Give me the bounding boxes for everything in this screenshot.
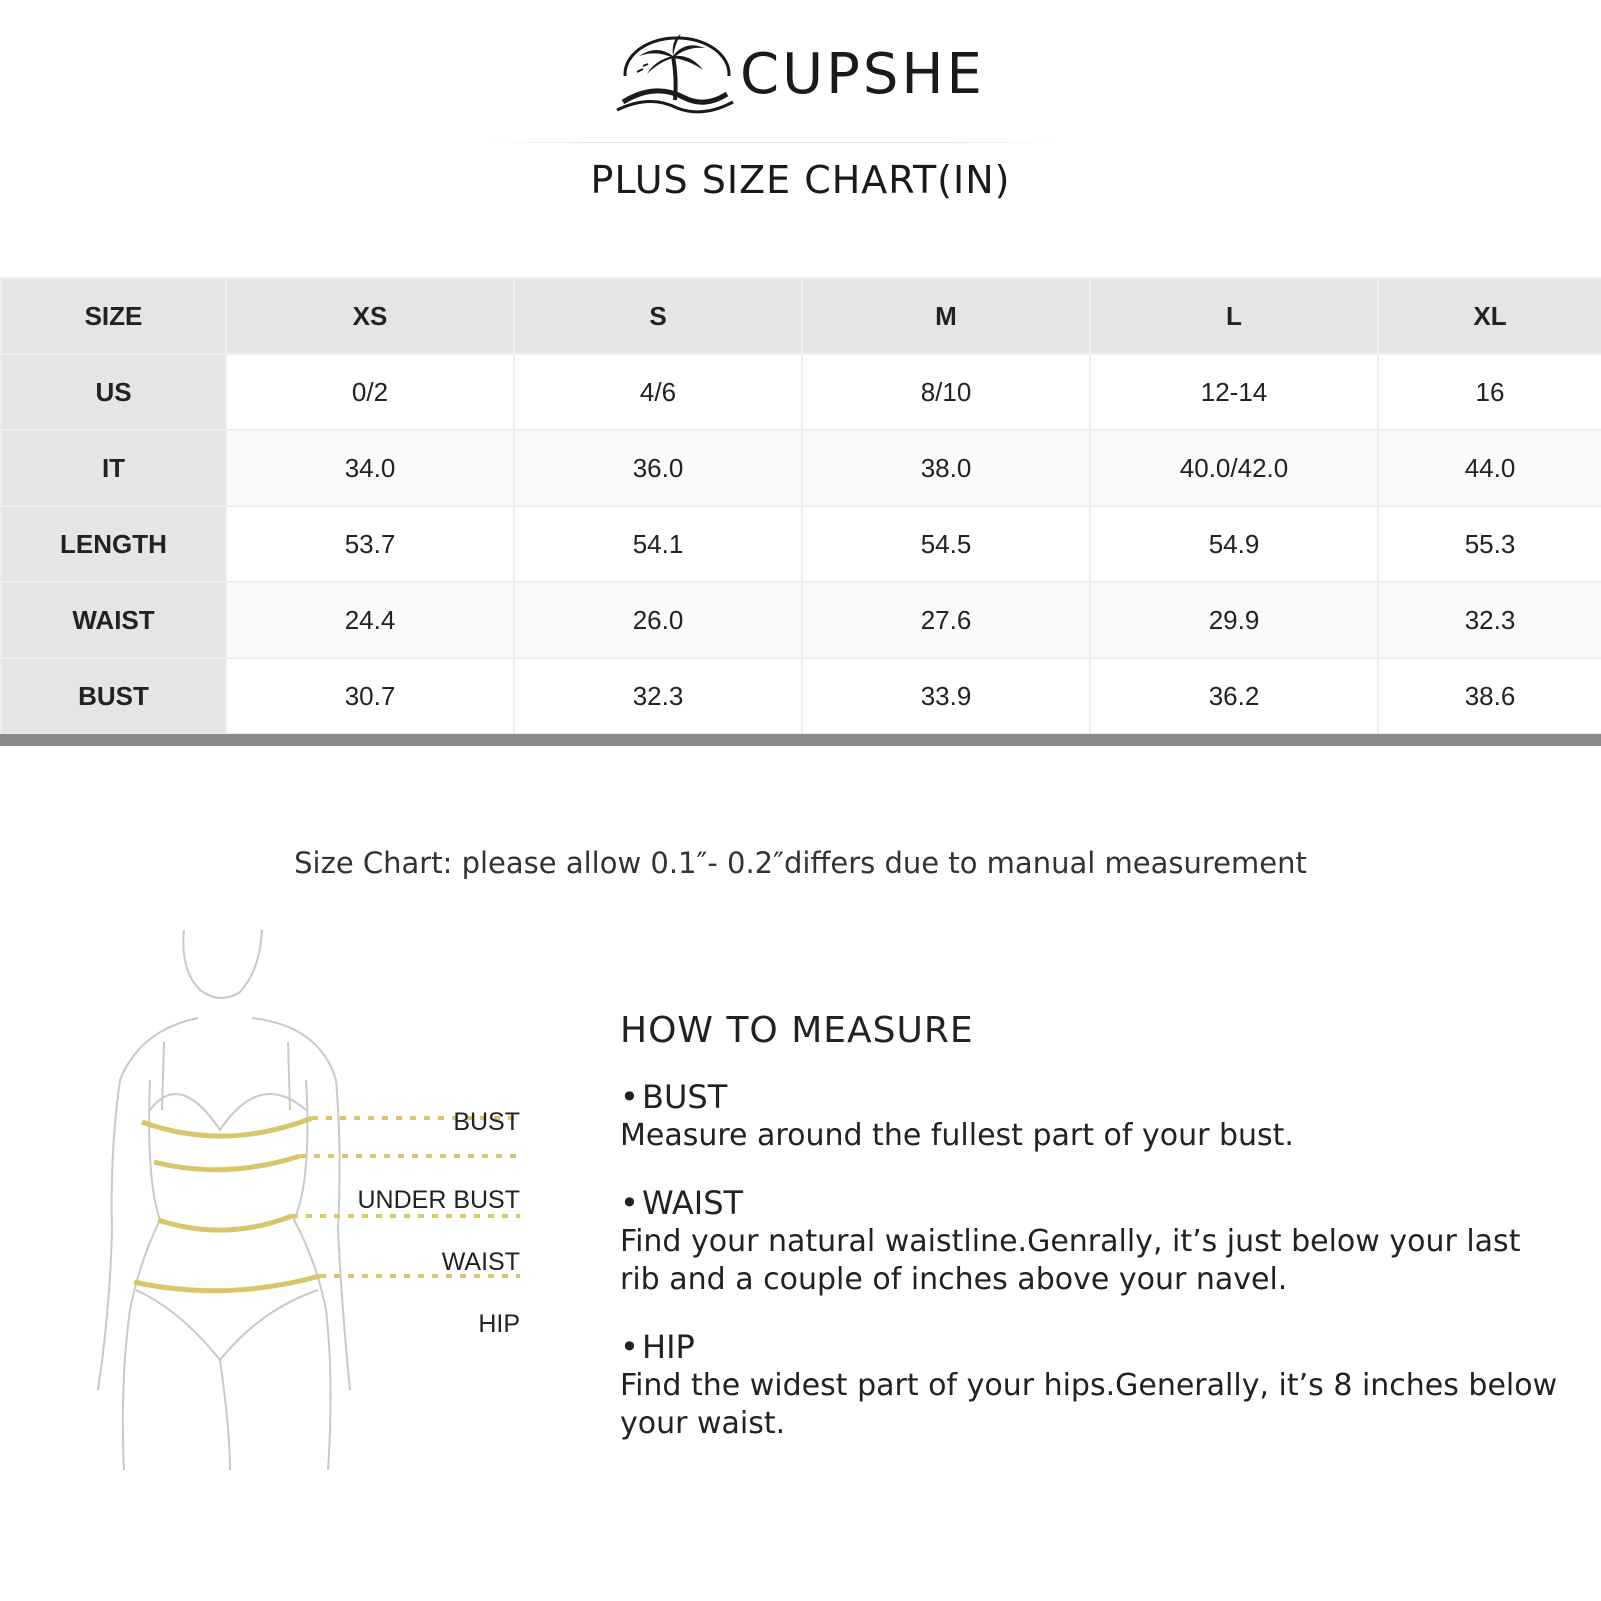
table-row: [1, 506, 1601, 582]
howto-item-name: BUST: [642, 1078, 728, 1116]
table-row: [1, 354, 1601, 430]
label-hip: HIP: [478, 1310, 520, 1338]
table-cell: 55.3: [1378, 506, 1601, 582]
table-cell: 33.9: [802, 658, 1090, 734]
howto-item-text: Find your natural waistline.Genrally, it’s just below your last rib and a couple of inches above your navel.: [620, 1224, 1521, 1297]
row-label: WAIST: [1, 582, 226, 658]
table-cell: 27.6: [802, 582, 1090, 658]
table-cell: 53.7: [226, 506, 514, 582]
table-cell: 38.6: [1378, 658, 1601, 734]
table-cell: 32.3: [514, 658, 802, 734]
howto-item-text: Measure around the fullest part of your bust.: [620, 1118, 1294, 1153]
howto-item-bust: [620, 1077, 1560, 1117]
header-cell: S: [514, 278, 802, 354]
header-cell: SIZE: [1, 278, 226, 354]
table-row: [1, 430, 1601, 506]
table-cell: 24.4: [226, 582, 514, 658]
row-label: LENGTH: [1, 506, 226, 582]
body-figure: [80, 930, 530, 1490]
table-cell: 29.9: [1090, 582, 1378, 658]
header-cell: XL: [1378, 278, 1601, 354]
table-cell: 44.0: [1378, 430, 1601, 506]
table-cell: 54.5: [802, 506, 1090, 582]
palm-island-icon: [615, 30, 735, 120]
table-cell: 30.7: [226, 658, 514, 734]
howto-item-hip: [620, 1327, 1560, 1367]
brand-name: CUPSHE: [740, 42, 985, 107]
howto-item-name: WAIST: [642, 1184, 744, 1222]
table-cell: 32.3: [1378, 582, 1601, 658]
table-cell: 16: [1378, 354, 1601, 430]
bullet-icon: •: [620, 1184, 639, 1222]
howto-item-text: Find the widest part of your hips.Generally, it’s 8 inches below your waist.: [620, 1368, 1558, 1441]
howto-item-name: HIP: [642, 1328, 695, 1366]
size-table: [0, 277, 1601, 735]
how-to-measure: [620, 1010, 1560, 1471]
bullet-icon: •: [620, 1078, 639, 1116]
table-cell: 36.0: [514, 430, 802, 506]
table-cell: 36.2: [1090, 658, 1378, 734]
header-cell: M: [802, 278, 1090, 354]
table-cell: 34.0: [226, 430, 514, 506]
table-cell: 4/6: [514, 354, 802, 430]
table-row: [1, 658, 1601, 734]
measurement-note: Size Chart: please allow 0.1″- 0.2″differs due to manual measurement: [294, 846, 1307, 880]
row-label: BUST: [1, 658, 226, 734]
label-waist: WAIST: [441, 1248, 520, 1276]
row-label: US: [1, 354, 226, 430]
label-bust: BUST: [453, 1108, 520, 1136]
table-cell: 40.0/42.0: [1090, 430, 1378, 506]
table-header-row: [1, 278, 1601, 354]
table-row: [1, 582, 1601, 658]
divider: [480, 142, 1060, 143]
table-bottom-bar: [0, 734, 1601, 746]
label-under-bust: UNDER BUST: [357, 1186, 520, 1214]
header-cell: XS: [226, 278, 514, 354]
table-cell: 26.0: [514, 582, 802, 658]
chart-title: PLUS SIZE CHART(IN): [590, 158, 1011, 202]
table-cell: 12-14: [1090, 354, 1378, 430]
table-cell: 54.1: [514, 506, 802, 582]
brand-logo: [0, 30, 1601, 120]
header-cell: L: [1090, 278, 1378, 354]
table-cell: 0/2: [226, 354, 514, 430]
table-cell: 54.9: [1090, 506, 1378, 582]
row-label: IT: [1, 430, 226, 506]
howto-title: HOW TO MEASURE: [620, 1010, 974, 1051]
table-cell: 38.0: [802, 430, 1090, 506]
table-cell: 8/10: [802, 354, 1090, 430]
bullet-icon: •: [620, 1328, 639, 1366]
howto-item-waist: [620, 1183, 1560, 1223]
